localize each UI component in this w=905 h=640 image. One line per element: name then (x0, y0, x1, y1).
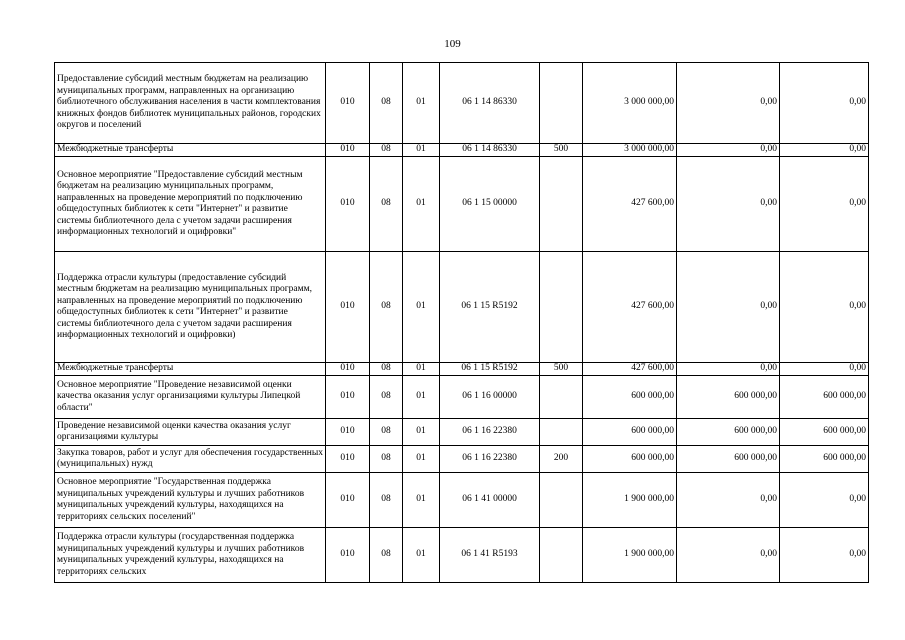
table-row (55, 446, 869, 473)
table-row (55, 473, 869, 528)
target-article: 06 1 15 R5192 (440, 252, 540, 363)
table-row (55, 363, 869, 376)
amount-2: 0,00 (677, 252, 780, 363)
subsection-code: 01 (403, 446, 440, 473)
expense-type (540, 528, 583, 583)
table-row (55, 252, 869, 363)
table-row (55, 376, 869, 419)
admin-code: 010 (326, 419, 370, 446)
amount-3: 600 000,00 (780, 446, 869, 473)
amount-1: 1 900 000,00 (583, 528, 677, 583)
row-name: Поддержка отрасли культуры (государственная поддержка муниципальных учреждений культуры и лучших работников муниципальных учреждений культуры, находящихся на территориях сельских (55, 528, 326, 583)
amount-1: 427 600,00 (583, 157, 677, 252)
expense-type (540, 157, 583, 252)
amount-1: 1 900 000,00 (583, 473, 677, 528)
section-code: 08 (370, 252, 403, 363)
section-code: 08 (370, 157, 403, 252)
amount-3: 0,00 (780, 63, 869, 144)
subsection-code: 01 (403, 473, 440, 528)
expense-type: 200 (540, 446, 583, 473)
table-row (55, 144, 869, 157)
subsection-code: 01 (403, 252, 440, 363)
amount-2: 0,00 (677, 63, 780, 144)
target-article: 06 1 14 86330 (440, 63, 540, 144)
table-row (55, 157, 869, 252)
row-name: Межбюджетные трансферты (55, 144, 326, 157)
amount-2: 0,00 (677, 473, 780, 528)
amount-1: 427 600,00 (583, 363, 677, 376)
section-code: 08 (370, 528, 403, 583)
section-code: 08 (370, 446, 403, 473)
amount-3: 600 000,00 (780, 376, 869, 419)
amount-2: 600 000,00 (677, 419, 780, 446)
amount-1: 600 000,00 (583, 446, 677, 473)
amount-3: 600 000,00 (780, 419, 869, 446)
expense-type (540, 63, 583, 144)
row-name: Проведение независимой оценки качества оказания услуг организациями культуры (55, 419, 326, 446)
amount-1: 427 600,00 (583, 252, 677, 363)
amount-3: 0,00 (780, 157, 869, 252)
admin-code: 010 (326, 376, 370, 419)
section-code: 08 (370, 144, 403, 157)
amount-3: 0,00 (780, 144, 869, 157)
row-name: Закупка товаров, работ и услуг для обеспечения государственных (муниципальных) нужд (55, 446, 326, 473)
subsection-code: 01 (403, 376, 440, 419)
admin-code: 010 (326, 528, 370, 583)
amount-1: 600 000,00 (583, 419, 677, 446)
amount-3: 0,00 (780, 473, 869, 528)
amount-1: 600 000,00 (583, 376, 677, 419)
target-article: 06 1 15 00000 (440, 157, 540, 252)
amount-3: 0,00 (780, 363, 869, 376)
section-code: 08 (370, 473, 403, 528)
row-name: Предоставление субсидий местным бюджетам на реализацию муниципальных программ, направленных на организацию библиотечного обслуживания населения в части комплектования книжных фондов библиотек муниципальных районов, городских округов и поселений (55, 63, 326, 144)
target-article: 06 1 41 00000 (440, 473, 540, 528)
amount-2: 0,00 (677, 528, 780, 583)
table-row (55, 419, 869, 446)
table-row (55, 528, 869, 583)
expense-type: 500 (540, 144, 583, 157)
subsection-code: 01 (403, 528, 440, 583)
admin-code: 010 (326, 63, 370, 144)
admin-code: 010 (326, 446, 370, 473)
section-code: 08 (370, 376, 403, 419)
admin-code: 010 (326, 252, 370, 363)
amount-1: 3 000 000,00 (583, 63, 677, 144)
section-code: 08 (370, 63, 403, 144)
expense-type (540, 252, 583, 363)
row-name: Поддержка отрасли культуры (предоставление субсидий местным бюджетам на реализацию муниципальных программ, направленных на проведение мероприятий по подключению общедоступных библиотек к сети "Интернет" и развитие системы библиотечного дела с учетом задачи расширения информационных технологий и оцифровки) (55, 252, 326, 363)
row-name: Основное мероприятие "Государственная поддержка муниципальных учреждений культуры и лучших работников муниципальных учреждений культуры, находящихся на территориях сельских поселений" (55, 473, 326, 528)
amount-2: 0,00 (677, 157, 780, 252)
admin-code: 010 (326, 157, 370, 252)
expense-type (540, 419, 583, 446)
budget-table (54, 62, 869, 583)
target-article: 06 1 16 00000 (440, 376, 540, 419)
admin-code: 010 (326, 473, 370, 528)
table-row (55, 63, 869, 144)
page-number: 109 (444, 38, 461, 50)
target-article: 06 1 41 R5193 (440, 528, 540, 583)
amount-2: 0,00 (677, 363, 780, 376)
subsection-code: 01 (403, 363, 440, 376)
subsection-code: 01 (403, 419, 440, 446)
subsection-code: 01 (403, 157, 440, 252)
target-article: 06 1 16 22380 (440, 419, 540, 446)
row-name: Основное мероприятие "Проведение независимой оценки качества оказания услуг организациями культуры Липецкой области" (55, 376, 326, 419)
amount-3: 0,00 (780, 528, 869, 583)
row-name: Основное мероприятие "Предоставление субсидий местным бюджетам на реализацию муниципальных программ, направленных на проведение мероприятий по подключению общедоступных библиотек к сети "Интернет" и развитие системы библиотечного дела с учетом задачи расширения информационных технологий и оцифровки" (55, 157, 326, 252)
subsection-code: 01 (403, 63, 440, 144)
expense-type: 500 (540, 363, 583, 376)
expense-type (540, 473, 583, 528)
target-article: 06 1 14 86330 (440, 144, 540, 157)
target-article: 06 1 15 R5192 (440, 363, 540, 376)
admin-code: 010 (326, 144, 370, 157)
section-code: 08 (370, 363, 403, 376)
expense-type (540, 376, 583, 419)
section-code: 08 (370, 419, 403, 446)
amount-1: 3 000 000,00 (583, 144, 677, 157)
amount-2: 0,00 (677, 144, 780, 157)
admin-code: 010 (326, 363, 370, 376)
target-article: 06 1 16 22380 (440, 446, 540, 473)
amount-3: 0,00 (780, 252, 869, 363)
subsection-code: 01 (403, 144, 440, 157)
row-name: Межбюджетные трансферты (55, 363, 326, 376)
amount-2: 600 000,00 (677, 376, 780, 419)
amount-2: 600 000,00 (677, 446, 780, 473)
